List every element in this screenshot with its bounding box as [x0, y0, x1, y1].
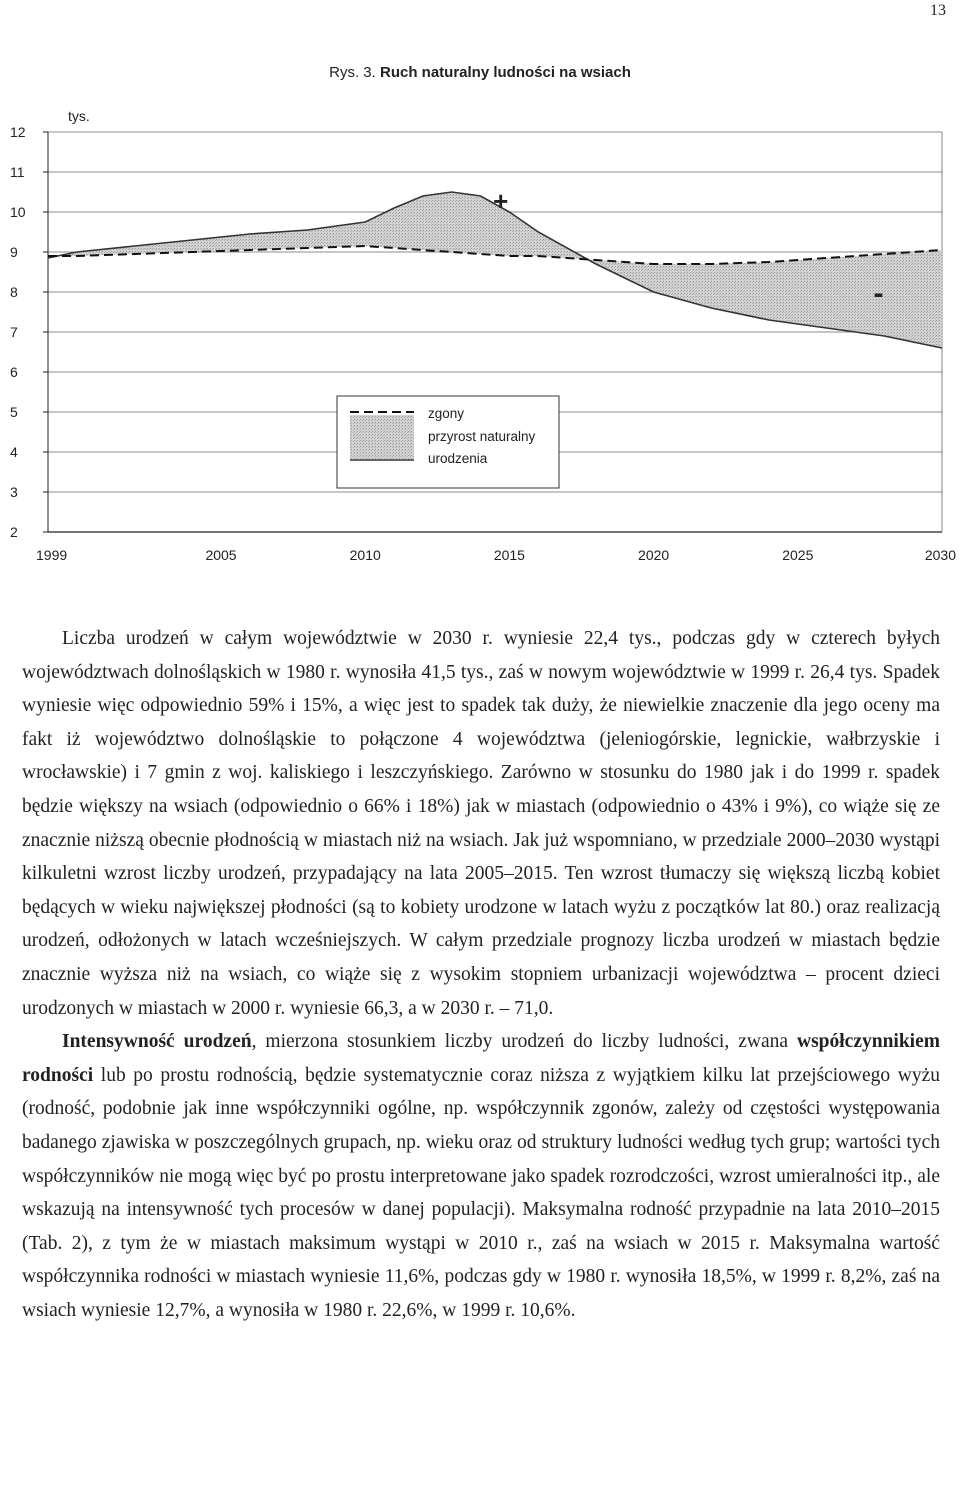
paragraph-1: Liczba urodzeń w całym województwie w 2030 r. wyniesie 22,4 tys., podczas gdy w czterech byłych województwach dolnośląskich w 1980 r. wynosiła 41,5 tys., zaś w nowym województwie w 1999 r. 26,4 tys. Spadek wyniesie więc odpowiednio 59% i 15%, a więc jest to spadek tak duży, że niewielkie znaczenie dla jego oceny ma fakt iż województwo dolnośląskie to połączone 4 województwa (jeleniogórskie, legnickie, wałbrzyskie i wrocławskie) i 7 gmin z woj. kaliskiego i leszczyńskiego. Zarówno w stosunku do 1980 jak i do 1999 r. spadek będzie większy na wsiach (odpowiednio o 66% i 18%) jak w miastach (odpowiednio o 43% i 9%), co wiąże się ze znacznie niższą obecnie płodnością w miastach niż na wsiach. Jak już wspomniano, w przedziale 2000–2030 wystąpi kilkuletni wzrost liczby urodzeń, przypadający na lata 2005–2015. Ten wzrost tłumaczy się większą liczbą kobiet będących w wieku największej płodności (są to kobiety urodzone w latach wyżu z początków lat 80.) oraz realizacją urodzeń, odłożonych w latach wcześniejszych. W całym przedziale prognozy liczba urodzeń w miastach będzie znacznie wyższa niż na wsiach, co wiąże się z wysokim stopniem urbanizacji województwa – procent dzieci urodzonych w miastach w 2000 r. wyniesie 66,3, a w 2030 r. – 71,0.	[22, 628, 940, 1019]
term-wspolczynnik: współczynnikiem rodności	[22, 1031, 940, 1086]
y-axis-label: tys.	[68, 108, 90, 124]
x-tick-label-1999: 1999	[36, 547, 68, 563]
figure-title-text: Ruch naturalny ludności na wsiach	[379, 64, 631, 81]
annotation-minus: -	[873, 277, 884, 311]
y-tick-label-7: 7	[10, 324, 18, 340]
figure-label: Rys. 3.	[329, 64, 376, 81]
x-tick-label-2015: 2015	[493, 547, 525, 563]
x-tick-label-2005: 2005	[205, 547, 237, 563]
annotation-plus: +	[493, 186, 509, 216]
x-tick-label-2025: 2025	[782, 547, 814, 563]
paragraph-2-text-1: , mierzona stosunkiem liczby urodzeń do liczby ludności, zwana	[251, 1031, 797, 1053]
legend-label-3: urodzenia	[428, 451, 488, 466]
legend-swatch-przyrost	[350, 415, 414, 459]
figure-title	[0, 64, 960, 81]
legend-label-1: zgony	[428, 406, 465, 421]
paragraph-2	[22, 1025, 940, 1327]
y-tick-label-2: 2	[10, 524, 18, 540]
legend-label-2: przyrost naturalny	[428, 429, 536, 444]
y-tick-label-3: 3	[10, 484, 18, 500]
y-tick-label-12: 12	[10, 124, 26, 140]
y-tick-label-5: 5	[10, 404, 18, 420]
y-tick-label-10: 10	[10, 204, 26, 220]
page-number: 13	[930, 2, 946, 19]
x-tick-label-2010: 2010	[349, 547, 381, 563]
x-tick-label-2030: 2030	[924, 547, 956, 563]
y-tick-label-8: 8	[10, 284, 18, 300]
y-tick-label-6: 6	[10, 364, 18, 380]
paragraph-2-text-2: lub po prostu rodnością, będzie systematycznie coraz niższa z wyjątkiem kilku lat przejściowego wyżu (rodność, podobnie jak inne współczynniki ogólne, np. współczynnik zgonów, zależy od częstości występowania badanego zjawiska w poszczególnych grupach, np. wieku oraz od struktury ludności według tych grup; wartości tych współczynników nie mogą więc być po prostu interpretowane jako spadek rozrodczości, wzrost umieralności itp., ale wskazują na intensywność tych procesów w danej populacji). Maksymalna rodność przypadnie na lata 2010–2015 (Tab. 2), z tym że w miastach maksimum wystąpi w 2010 r., zaś na wsiach w 2015 r. Maksymalna wartość współczynnika rodności w miastach wyniesie 11,6%, podczas gdy w 1980 r. wynosiła 18,5%, w 1999 r. 8,2%, zaś na wsiach wyniesie 12,7%, a wynosiła w 1980 r. 22,6%, w 1999 r. 10,6%.	[22, 1064, 940, 1321]
y-tick-label-11: 11	[10, 164, 25, 180]
body-text	[22, 622, 940, 1327]
y-tick-label-4: 4	[10, 444, 18, 460]
chart-ticks	[10, 108, 956, 563]
x-tick-label-2020: 2020	[638, 547, 670, 563]
term-intensywnosc: Intensywność urodzeń	[62, 1031, 252, 1053]
y-tick-label-9: 9	[10, 244, 18, 260]
chart	[0, 95, 960, 575]
chart-legend	[337, 396, 559, 488]
